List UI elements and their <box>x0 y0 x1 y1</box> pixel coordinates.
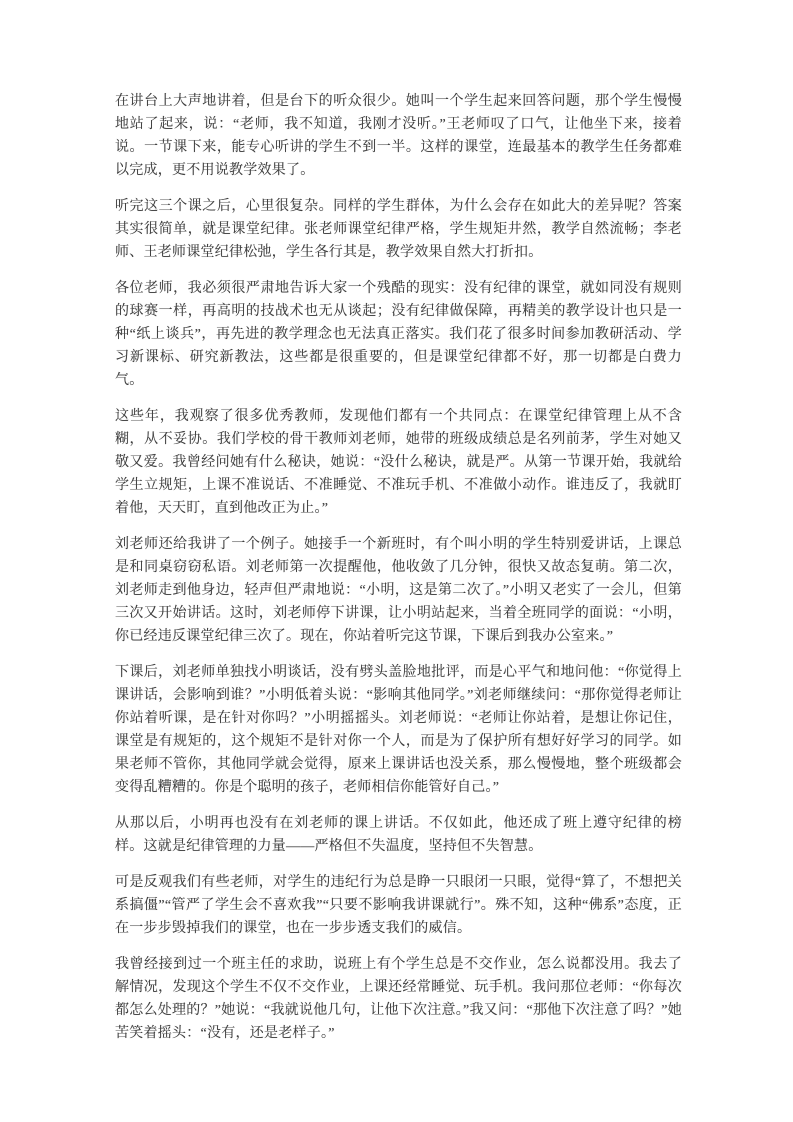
paragraph-7: 从那以后，小明再也没有在刘老师的课上讲话。不仅如此，他还成了班上遵守纪律的榜样。这就是纪律管理的力量——严格但不失温度，坚持但不失智慧。 <box>115 816 682 854</box>
paragraph-3: 各位老师，我必须很严肃地告诉大家一个残酷的现实：没有纪律的课堂，就如同没有规则的球赛一样，再高明的技战术也无从谈起；没有纪律做保障，再精美的教学设计也只是一种“纸上谈兵”，再先进的教学理念也无法真正落实。我们花了很多时间参加教研活动、学习新课标、研究新教法，这些都是很重要的，但是课堂纪律都不好，那一切都是白费力气。 <box>115 281 682 388</box>
paragraph-4: 这些年，我观察了很多优秀教师，发现他们都有一个共同点：在课堂纪律管理上从不含糊，从不妥协。我们学校的骨干教师刘老师，她带的班级成绩总是名列前茅，学生对她又敬又爱。我曾经问她有什么秘诀，她说：“没什么秘诀，就是严。从第一节课开始，我就给学生立规矩，上课不准说话、不准睡觉、不准玩手机、不准做小动作。谁违反了，我就盯着他，天天盯，直到他改正为止。” <box>115 409 682 516</box>
paragraph-5: 刘老师还给我讲了一个例子。她接手一个新班时，有个叫小明的学生特别爱讲话，上课总是和同桌窃窃私语。刘老师第一次提醒他，他收敛了几分钟，很快又故态复萌。第二次，刘老师走到他身边，轻声但严肃地说：“小明，这是第二次了。”小明又老实了一会儿，但第三次又开始讲话。这时，刘老师停下讲课，让小明站起来，当着全班同学的面说：“小明，你已经违反课堂纪律三次了。现在，你站着听完这节课，下课后到我办公室来。” <box>115 537 682 644</box>
paragraph-6: 下课后，刘老师单独找小明谈话，没有劈头盖脸地批评，而是心平气和地问他：“你觉得上课讲话，会影响到谁？”小明低着头说：“影响其他同学。”刘老师继续问：“那你觉得老师让你站着听课，是在针对你吗？”小明摇摇头。刘老师说：“老师让你站着，是想让你记住，课堂是有规矩的，这个规矩不是针对你一个人，而是为了保护所有想好好学习的同学。如果老师不管你，其他同学就会觉得，原来上课讲话也没关系，那么慢慢地，整个班级都会变得乱糟糟的。你是个聪明的孩子，老师相信你能管好自己。” <box>115 665 682 795</box>
paragraph-2: 听完这三个课之后，心里很复杂。同样的学生群体，为什么会存在如此大的差异呢？答案其实很简单，就是课堂纪律。张老师课堂纪律严格，学生规矩井然，教学自然流畅；李老师、王老师课堂纪律松弛，学生各行其是，教学效果自然大打折扣。 <box>115 199 682 260</box>
paragraph-1: 在讲台上大声地讲着，但是台下的听众很少。她叫一个学生起来回答问题，那个学生慢慢地站了起来，说：“老师，我不知道，我刚才没听。”王老师叹了口气，让他坐下来，接着说。一节课下来，能专心听讲的学生不到一半。这样的课堂，连最基本的教学生任务都难以完成，更不用说教学效果了。 <box>115 94 682 178</box>
text-body <box>115 90 682 1058</box>
paragraph-8: 可是反观我们有些老师，对学生的违纪行为总是睁一只眼闭一只眼，觉得“算了，不想把关系搞僵”“管严了学生会不喜欢我”“只要不影响我讲课就行”。殊不知，这种“佛系”态度，正在一步步毁掉我们的课堂，也在一步步透支我们的威信。 <box>115 875 682 936</box>
paragraph-9: 我曾经接到过一个班主任的求助，说班上有个学生总是不交作业，怎么说都没用。我去了解情况，发现这个学生不仅不交作业，上课还经常睡觉、玩手机。我问那位老师：“你每次都怎么处理的？”她说：“我就说他几句，让他下次注意。”我又问：“那他下次注意了吗？”她苦笑着摇头：“没有，还是老样子。” <box>115 957 682 1041</box>
